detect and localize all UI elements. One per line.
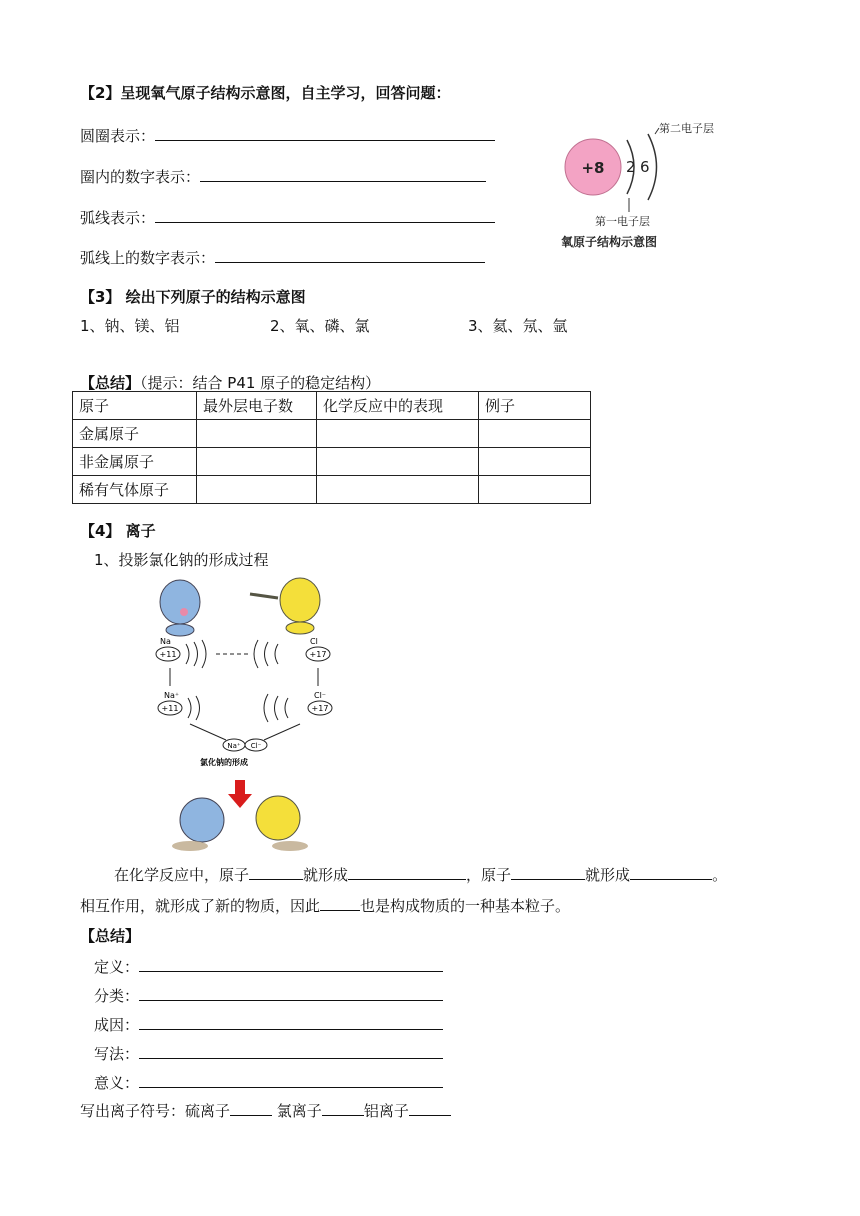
ion-text: 铝离子: [363, 1102, 409, 1120]
table-cell[interactable]: [197, 476, 317, 504]
answer-blank[interactable]: [511, 863, 585, 880]
header-outer-electrons: 最外层电子数: [197, 392, 317, 420]
fill-text: 就形成: [303, 866, 349, 884]
answer-blank[interactable]: [249, 863, 303, 880]
table-row: [73, 476, 591, 504]
summary1-hint: （提示：结合 P41 原子的稳定结构）: [140, 374, 381, 392]
q3-heading: 【3】 绘出下列原子的结构示意图: [80, 288, 306, 306]
na-nucleus-charge: +11: [159, 650, 177, 659]
fill-text: ，原子: [466, 866, 512, 884]
oxygen-caption: 氧原子结构示意图: [561, 235, 658, 249]
na-ion-bubble-label: Na⁺: [227, 742, 241, 750]
ion-text: 氯离子: [276, 1102, 322, 1120]
nacl-formation-figure: [150, 572, 340, 854]
row-label-metal: 金属原子: [73, 420, 197, 448]
q2-row-arc-label: 弧线表示：: [80, 209, 156, 227]
header-example: 例子: [479, 392, 591, 420]
cl-merge-arrow: [264, 724, 300, 740]
answer-blank[interactable]: [409, 1099, 451, 1116]
answer-blank[interactable]: [348, 863, 466, 880]
answer-blank[interactable]: [215, 246, 485, 263]
header-reaction-behavior: 化学反应中的表现: [317, 392, 479, 420]
table-cell[interactable]: [317, 420, 479, 448]
cl-ion-shells: [264, 694, 288, 722]
nacl-caption: 氯化钠的形成: [200, 758, 248, 767]
answer-blank[interactable]: [139, 984, 443, 1001]
cl-cartoon: [250, 578, 320, 634]
table-row: [73, 420, 591, 448]
table-cell[interactable]: [479, 420, 591, 448]
nucleus-label: +8: [581, 159, 605, 177]
q3-group3: 3、氦、氖、氩: [468, 317, 568, 335]
answer-blank[interactable]: [139, 1013, 443, 1030]
cl-shells: [254, 640, 278, 668]
summary2-label: 成因：: [94, 1016, 140, 1034]
summary2-label: 写法：: [94, 1045, 140, 1063]
summary1-title: 【总结】: [80, 374, 141, 392]
q2-row-arc-number: [80, 246, 485, 268]
na-symbol: Na: [160, 637, 171, 646]
oxygen-structure-diagram: [555, 112, 715, 260]
atom-summary-table: [72, 391, 591, 504]
answer-blank[interactable]: [139, 1042, 443, 1059]
answer-blank[interactable]: [139, 955, 443, 972]
row-label-nonmetal: 非金属原子: [73, 448, 197, 476]
q3-group2: 2、氧、磷、氯: [270, 317, 370, 335]
na-ion-charge: +11: [161, 704, 179, 713]
ion-text: 写出离子符号：硫离子: [80, 1102, 231, 1120]
answer-blank[interactable]: [630, 863, 712, 880]
na-shells: [186, 640, 206, 668]
summary2-row-notation: [94, 1042, 443, 1064]
q2-row-circle: [80, 124, 495, 146]
answer-blank[interactable]: [322, 1099, 364, 1116]
fill-text: 也是构成物质的一种基本粒子。: [360, 897, 571, 915]
summary2-row-cause: [94, 1013, 443, 1035]
fill-paragraph-line1: [114, 863, 727, 885]
na-merge-arrow: [190, 724, 226, 740]
cl-symbol: Cl: [310, 637, 318, 646]
table-cell[interactable]: [479, 448, 591, 476]
q3-group1: 1、钠、镁、铝: [80, 317, 180, 335]
answer-blank[interactable]: [155, 124, 495, 141]
header-atom: 原子: [73, 392, 197, 420]
table-cell[interactable]: [317, 476, 479, 504]
fill-text: 就形成: [585, 866, 631, 884]
table-cell[interactable]: [317, 448, 479, 476]
summary2-row-classification: [94, 984, 443, 1006]
summary2-label: 意义：: [94, 1074, 140, 1092]
summary2-label: 定义：: [94, 958, 140, 976]
answer-blank[interactable]: [155, 206, 495, 223]
table-row: [73, 448, 591, 476]
row-label-noble-gas: 稀有气体原子: [73, 476, 197, 504]
answer-blank[interactable]: [200, 165, 486, 182]
q2-row-inner-number: [80, 165, 486, 187]
na-ion-symbol: Na⁺: [164, 691, 180, 700]
na-ion-cartoon: [172, 798, 224, 851]
shell2-number: 6: [640, 158, 650, 176]
q4-heading: 【4】 离子: [80, 522, 156, 540]
cl-ion-cartoon: [256, 796, 308, 851]
q2-row-inner-number-label: 圈内的数字表示：: [80, 168, 201, 186]
table-cell[interactable]: [197, 420, 317, 448]
answer-blank[interactable]: [320, 894, 360, 911]
summary1-heading: [80, 372, 380, 393]
q2-row-arc-number-label: 弧线上的数字表示：: [80, 249, 216, 267]
fill-paragraph-line2: [80, 894, 570, 916]
summary2-label: 分类：: [94, 987, 140, 1005]
cl-ion-charge: +17: [311, 704, 329, 713]
na-cartoon: [160, 580, 200, 636]
shell1-number: 2: [626, 158, 636, 176]
q2-heading: 【2】呈现氧气原子结构示意图，自主学习，回答问题：: [80, 84, 451, 102]
fill-text: 相互作用，就形成了新的物质，因此: [80, 897, 321, 915]
fill-text: 。: [712, 866, 728, 884]
cl-ion-bubble-label: Cl⁻: [250, 742, 262, 750]
table-cell[interactable]: [479, 476, 591, 504]
answer-blank[interactable]: [139, 1071, 443, 1088]
red-down-arrow: [228, 780, 252, 808]
table-cell[interactable]: [197, 448, 317, 476]
summary2-row-definition: [94, 955, 443, 977]
table-header-row: [73, 392, 591, 420]
q2-row-circle-label: 圆圈表示：: [80, 127, 156, 145]
fill-text: 在化学反应中，原子: [114, 866, 250, 884]
summary2-row-meaning: [94, 1071, 443, 1093]
first-shell-label: 第一电子层: [595, 215, 650, 228]
q4-item1: 1、投影氯化钠的形成过程: [94, 551, 269, 569]
cl-ion-symbol: Cl⁻: [314, 691, 327, 700]
answer-blank[interactable]: [230, 1099, 272, 1116]
summary2-title: 【总结】: [80, 927, 141, 945]
second-shell-label: 第二电子层: [659, 122, 714, 135]
q2-row-arc: [80, 206, 495, 228]
ion-symbols-row: [80, 1099, 451, 1121]
na-ion-shells: [188, 696, 200, 720]
cl-nucleus-charge: +17: [309, 650, 327, 659]
